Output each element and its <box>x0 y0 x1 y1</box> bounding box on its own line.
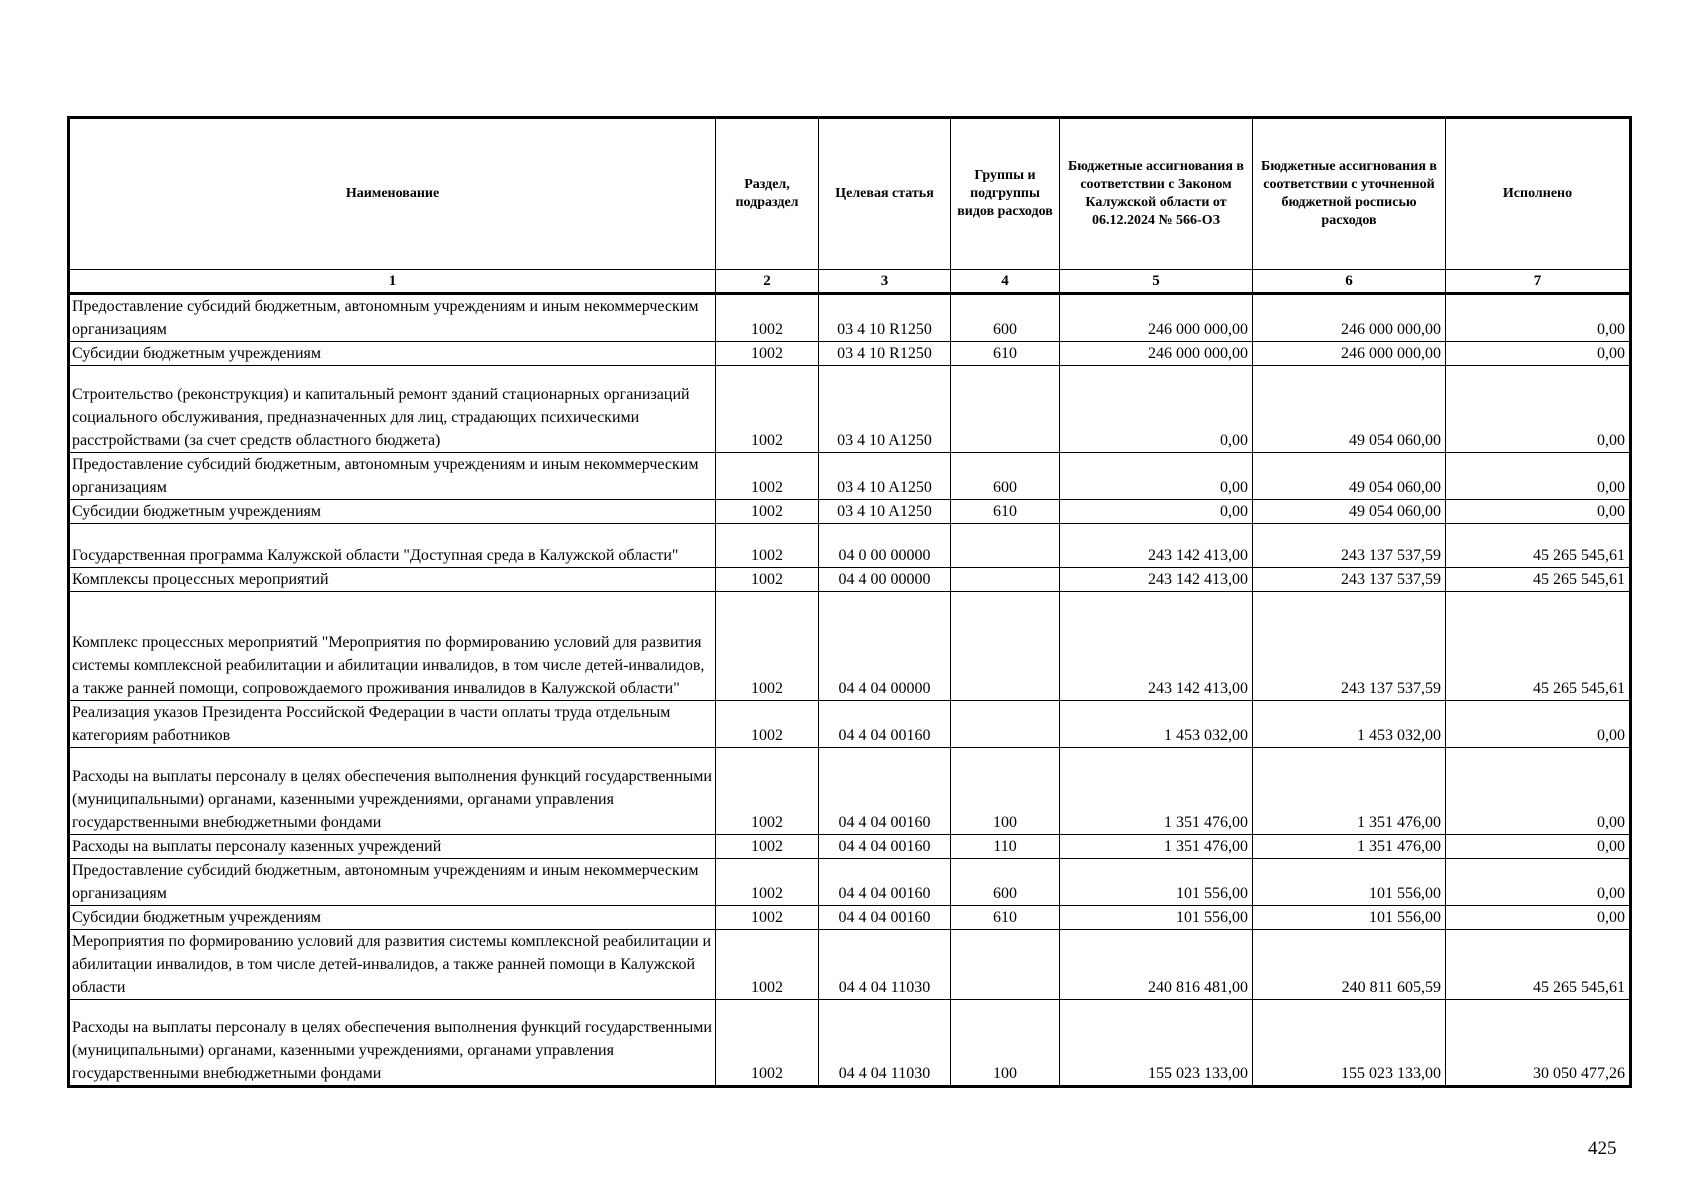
table-row <box>69 592 1631 701</box>
table-row <box>69 1000 1631 1087</box>
header-number: 4 <box>951 270 1060 294</box>
row-executed: 45 265 545,61 <box>1446 524 1631 568</box>
row-section: 1002 <box>716 859 819 906</box>
row-executed: 0,00 <box>1446 294 1631 342</box>
row-name: Комплекс процессных мероприятий "Мероприятия по формированию условий для развития системы комплексной реабилитации и абилитации инвалидов, в том числе детей-инвалидов, а также ранней помощи, сопровождаемого проживания инвалидов в Калужской области" <box>69 592 716 701</box>
row-section: 1002 <box>716 835 819 859</box>
row-section: 1002 <box>716 500 819 524</box>
header-number: 5 <box>1060 270 1253 294</box>
row-law-allocation: 243 142 413,00 <box>1060 524 1253 568</box>
row-target-article: 04 4 04 00000 <box>819 592 951 701</box>
row-law-allocation: 240 816 481,00 <box>1060 930 1253 1000</box>
table-row <box>69 906 1631 930</box>
row-law-allocation: 1 351 476,00 <box>1060 748 1253 835</box>
row-section: 1002 <box>716 906 819 930</box>
table-row <box>69 835 1631 859</box>
row-law-allocation: 246 000 000,00 <box>1060 294 1253 342</box>
table-row <box>69 859 1631 906</box>
row-refined-allocation: 240 811 605,59 <box>1253 930 1446 1000</box>
row-executed: 0,00 <box>1446 835 1631 859</box>
row-executed: 0,00 <box>1446 366 1631 453</box>
row-expense-group: 610 <box>951 342 1060 366</box>
table-row <box>69 294 1631 342</box>
row-refined-allocation: 101 556,00 <box>1253 859 1446 906</box>
row-target-article: 04 4 04 11030 <box>819 930 951 1000</box>
row-law-allocation: 243 142 413,00 <box>1060 568 1253 592</box>
row-expense-group <box>951 366 1060 453</box>
row-executed: 30 050 477,26 <box>1446 1000 1631 1087</box>
row-expense-group <box>951 524 1060 568</box>
table-row <box>69 568 1631 592</box>
row-law-allocation: 243 142 413,00 <box>1060 592 1253 701</box>
row-refined-allocation: 243 137 537,59 <box>1253 592 1446 701</box>
row-expense-group <box>951 930 1060 1000</box>
row-expense-group <box>951 592 1060 701</box>
row-expense-group: 110 <box>951 835 1060 859</box>
row-name: Расходы на выплаты персоналу в целях обеспечения выполнения функций государственными (муниципальными) органами, казенными учреждениями, органами управления государственными внебюджетными фондами <box>69 1000 716 1087</box>
row-executed: 45 265 545,61 <box>1446 568 1631 592</box>
row-target-article: 03 4 10 A1250 <box>819 500 951 524</box>
row-expense-group <box>951 568 1060 592</box>
row-refined-allocation: 246 000 000,00 <box>1253 294 1446 342</box>
row-section: 1002 <box>716 930 819 1000</box>
row-expense-group: 100 <box>951 748 1060 835</box>
header-name: Наименование <box>69 118 716 270</box>
table-row <box>69 500 1631 524</box>
row-refined-allocation: 49 054 060,00 <box>1253 500 1446 524</box>
row-executed: 0,00 <box>1446 859 1631 906</box>
row-law-allocation: 101 556,00 <box>1060 906 1253 930</box>
row-target-article: 03 4 10 A1250 <box>819 453 951 500</box>
row-target-article: 04 4 04 11030 <box>819 1000 951 1087</box>
row-law-allocation: 246 000 000,00 <box>1060 342 1253 366</box>
row-name: Предоставление субсидий бюджетным, автономным учреждениям и иным некоммерческим организациям <box>69 453 716 500</box>
row-target-article: 04 4 04 00160 <box>819 859 951 906</box>
row-section: 1002 <box>716 568 819 592</box>
row-section: 1002 <box>716 592 819 701</box>
table-row <box>69 524 1631 568</box>
row-expense-group: 610 <box>951 500 1060 524</box>
row-name: Расходы на выплаты персоналу в целях обеспечения выполнения функций государственными (муниципальными) органами, казенными учреждениями, органами управления государственными внебюджетными фондами <box>69 748 716 835</box>
row-refined-allocation: 49 054 060,00 <box>1253 453 1446 500</box>
row-target-article: 04 4 00 00000 <box>819 568 951 592</box>
row-executed: 0,00 <box>1446 342 1631 366</box>
row-section: 1002 <box>716 524 819 568</box>
row-expense-group <box>951 701 1060 748</box>
row-name: Реализация указов Президента Российской Федерации в части оплаты труда отдельным категориям работников <box>69 701 716 748</box>
row-name: Субсидии бюджетным учреждениям <box>69 342 716 366</box>
row-law-allocation: 0,00 <box>1060 453 1253 500</box>
row-expense-group: 600 <box>951 859 1060 906</box>
row-target-article: 03 4 10 R1250 <box>819 342 951 366</box>
row-executed: 45 265 545,61 <box>1446 592 1631 701</box>
header-law-allocations: Бюджетные ассигнования в соответствии с Законом Калужской области от 06.12.2024 № 566-ОЗ <box>1060 118 1253 270</box>
row-name: Комплексы процессных мероприятий <box>69 568 716 592</box>
row-law-allocation: 155 023 133,00 <box>1060 1000 1253 1087</box>
header-executed: Исполнено <box>1446 118 1631 270</box>
row-refined-allocation: 243 137 537,59 <box>1253 524 1446 568</box>
row-law-allocation: 0,00 <box>1060 500 1253 524</box>
row-section: 1002 <box>716 453 819 500</box>
header-number: 1 <box>69 270 716 294</box>
row-target-article: 04 4 04 00160 <box>819 906 951 930</box>
row-section: 1002 <box>716 366 819 453</box>
row-name: Субсидии бюджетным учреждениям <box>69 500 716 524</box>
header-number: 2 <box>716 270 819 294</box>
row-section: 1002 <box>716 342 819 366</box>
header-number: 3 <box>819 270 951 294</box>
row-expense-group: 100 <box>951 1000 1060 1087</box>
row-section: 1002 <box>716 1000 819 1087</box>
row-refined-allocation: 101 556,00 <box>1253 906 1446 930</box>
row-target-article: 03 4 10 A1250 <box>819 366 951 453</box>
row-refined-allocation: 1 351 476,00 <box>1253 835 1446 859</box>
table-row <box>69 748 1631 835</box>
row-target-article: 04 4 04 00160 <box>819 701 951 748</box>
table-row <box>69 342 1631 366</box>
row-expense-group: 600 <box>951 453 1060 500</box>
header-refined-allocations: Бюджетные ассигнования в соответствии с уточненной бюджетной росписью расходов <box>1253 118 1446 270</box>
row-expense-group: 610 <box>951 906 1060 930</box>
row-section: 1002 <box>716 748 819 835</box>
row-target-article: 04 0 00 00000 <box>819 524 951 568</box>
budget-table-wrapper <box>67 116 1632 1088</box>
row-law-allocation: 0,00 <box>1060 366 1253 453</box>
row-name: Строительство (реконструкция) и капитальный ремонт зданий стационарных организаций социального обслуживания, предназначенных для лиц, страдающих психическими расстройствами (за счет средств областного бюджета) <box>69 366 716 453</box>
row-executed: 0,00 <box>1446 906 1631 930</box>
row-refined-allocation: 1 453 032,00 <box>1253 701 1446 748</box>
row-name: Расходы на выплаты персоналу казенных учреждений <box>69 835 716 859</box>
row-section: 1002 <box>716 294 819 342</box>
header-number: 6 <box>1253 270 1446 294</box>
row-name: Мероприятия по формированию условий для развития системы комплексной реабилитации и абилитации инвалидов, в том числе детей-инвалидов, а также ранней помощи в Калужской области <box>69 930 716 1000</box>
table-row <box>69 453 1631 500</box>
row-refined-allocation: 246 000 000,00 <box>1253 342 1446 366</box>
table-row <box>69 930 1631 1000</box>
row-executed: 0,00 <box>1446 500 1631 524</box>
header-expense-groups: Группы и подгруппы видов расходов <box>951 118 1060 270</box>
row-executed: 45 265 545,61 <box>1446 930 1631 1000</box>
budget-table <box>67 116 1632 1088</box>
row-name: Предоставление субсидий бюджетным, автономным учреждениям и иным некоммерческим организациям <box>69 294 716 342</box>
row-target-article: 04 4 04 00160 <box>819 835 951 859</box>
row-name: Предоставление субсидий бюджетным, автономным учреждениям и иным некоммерческим организациям <box>69 859 716 906</box>
row-target-article: 03 4 10 R1250 <box>819 294 951 342</box>
row-law-allocation: 1 351 476,00 <box>1060 835 1253 859</box>
row-executed: 0,00 <box>1446 748 1631 835</box>
row-executed: 0,00 <box>1446 701 1631 748</box>
header-number: 7 <box>1446 270 1631 294</box>
row-name: Государственная программа Калужской области "Доступная среда в Калужской области" <box>69 524 716 568</box>
row-refined-allocation: 155 023 133,00 <box>1253 1000 1446 1087</box>
row-section: 1002 <box>716 701 819 748</box>
row-refined-allocation: 243 137 537,59 <box>1253 568 1446 592</box>
table-row <box>69 366 1631 453</box>
header-number-row <box>69 270 1631 294</box>
page-number: 425 <box>1588 1138 1617 1159</box>
row-target-article: 04 4 04 00160 <box>819 748 951 835</box>
row-law-allocation: 101 556,00 <box>1060 859 1253 906</box>
row-refined-allocation: 49 054 060,00 <box>1253 366 1446 453</box>
row-executed: 0,00 <box>1446 453 1631 500</box>
row-refined-allocation: 1 351 476,00 <box>1253 748 1446 835</box>
header-row <box>69 118 1631 270</box>
row-law-allocation: 1 453 032,00 <box>1060 701 1253 748</box>
table-row <box>69 701 1631 748</box>
header-target-article: Целевая статья <box>819 118 951 270</box>
header-section: Раздел, подраздел <box>716 118 819 270</box>
row-expense-group: 600 <box>951 294 1060 342</box>
row-name: Субсидии бюджетным учреждениям <box>69 906 716 930</box>
